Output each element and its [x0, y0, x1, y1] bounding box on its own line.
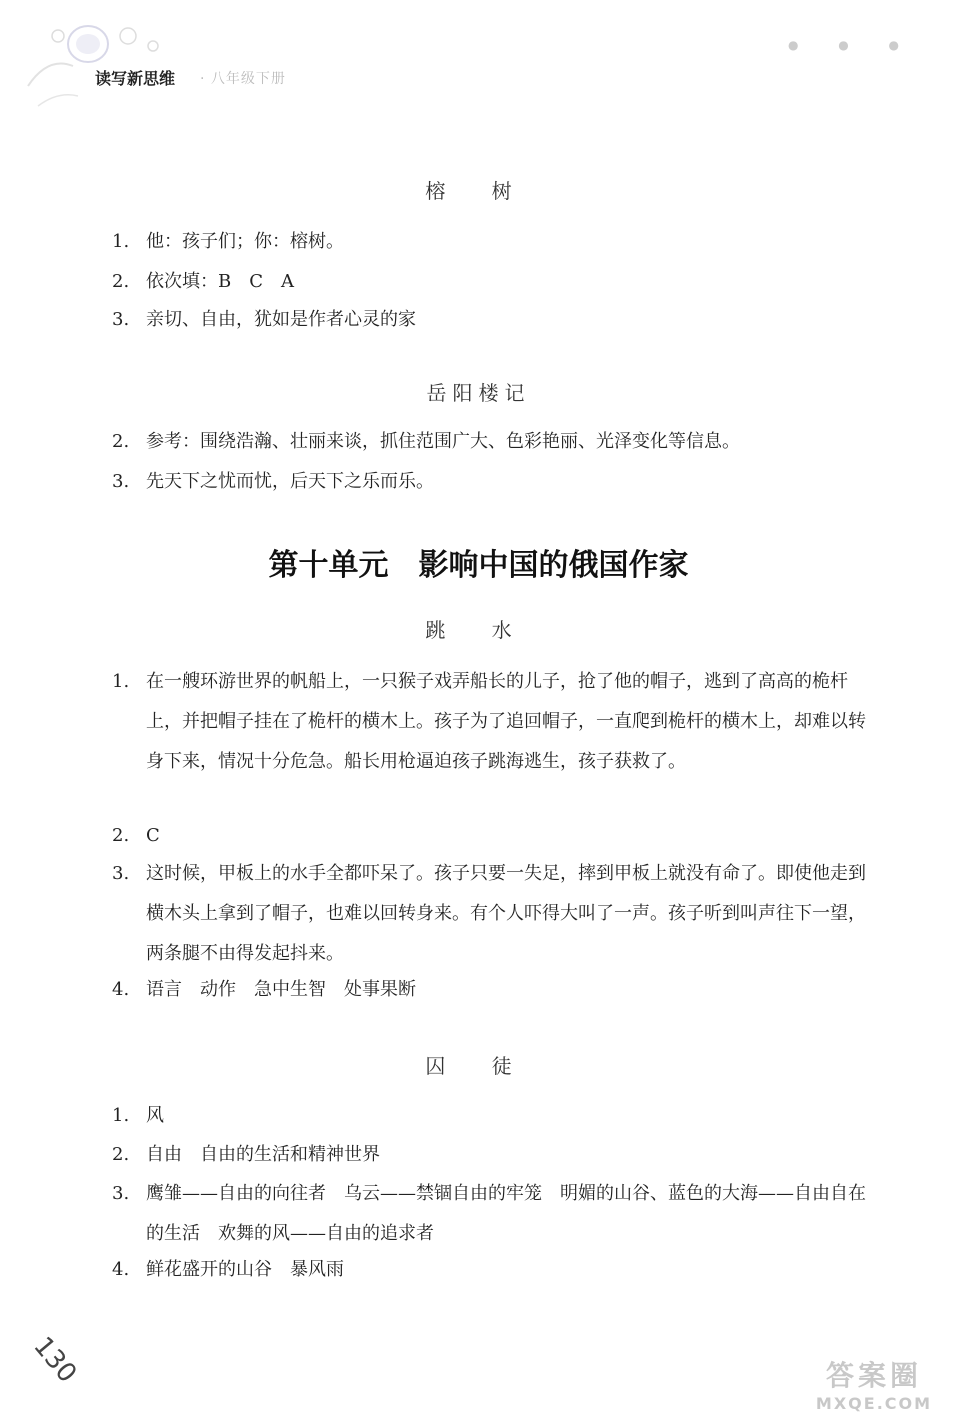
list-item — [112, 816, 872, 856]
watermark — [799, 1354, 949, 1413]
item-number: 1. — [112, 671, 130, 692]
item-number: 1. — [112, 1105, 130, 1126]
list-item — [112, 1135, 872, 1175]
section-title-tiaoshui: 跳 水 — [425, 618, 532, 642]
unit-title: 第十单元 影响中国的俄国作家 — [268, 548, 689, 583]
list-item — [112, 662, 872, 782]
item-number: 3. — [112, 1183, 130, 1204]
item-text: C — [146, 825, 160, 846]
list-item — [112, 1174, 872, 1254]
list-item — [112, 1096, 872, 1136]
item-text: 依次填：B C A — [146, 271, 294, 292]
item-text: 他：孩子们；你：榕树。 — [146, 231, 344, 252]
item-number: 2. — [112, 431, 130, 452]
list-item — [112, 222, 872, 262]
item-text: 风 — [146, 1105, 164, 1126]
item-text: 参考：围绕浩瀚、壮丽来谈，抓住范围广大、色彩艳丽、光泽变化等信息。 — [146, 431, 740, 452]
item-number: 2. — [112, 1144, 130, 1165]
item-text: 在一艘环游世界的帆船上，一只猴子戏弄船长的儿子，抢了他的帽子，逃到了高高的桅杆上，并把帽子挂在了桅杆的横木上。孩子为了追回帽子，一直爬到桅杆的横木上，却难以转身下来，情况十分危急。船长用枪逼迫孩子跳海逃生，孩子获救了。 — [146, 671, 866, 772]
item-number: 4. — [112, 979, 130, 1000]
item-text: 鹰雏——自由的向往者 乌云——禁锢自由的牢笼 明媚的山谷、蓝色的大海——自由自在的生活 欢舞的风——自由的追求者 — [146, 1183, 866, 1244]
section-title-yueyang: 岳阳楼记 — [426, 381, 531, 405]
list-item — [112, 854, 872, 974]
list-item — [112, 262, 872, 302]
item-number: 2. — [112, 825, 130, 846]
book-brand: 读写新思维 — [95, 69, 176, 88]
item-number: 3. — [112, 471, 130, 492]
item-text: 鲜花盛开的山谷 暴风雨 — [146, 1259, 344, 1280]
item-number: 4. — [112, 1259, 130, 1280]
item-number: 3. — [112, 309, 130, 330]
section-title-qiutu: 囚 徒 — [425, 1054, 532, 1078]
item-text: 这时候，甲板上的水手全都吓呆了。孩子只要一失足，摔到甲板上就没有命了。即使他走到横木头上拿到了帽子，也难以回转身来。有个人吓得大叫了一声。孩子听到叫声往下一望，两条腿不由得发起抖来。 — [146, 863, 866, 964]
book-subtitle: · 八年级下册 — [200, 71, 286, 87]
list-item — [112, 300, 872, 340]
page-number: 130 — [27, 1331, 83, 1389]
section-title-rongshu: 榕 树 — [425, 179, 532, 203]
header-dots-icon: ● ● ● — [787, 38, 917, 52]
watermark-url: MXQE.COM — [815, 1394, 933, 1413]
item-text: 先天下之忧而忧，后天下之乐而乐。 — [146, 471, 434, 492]
item-number: 2. — [112, 271, 130, 292]
item-number: 1. — [112, 231, 130, 252]
list-item — [112, 1250, 872, 1290]
list-item — [112, 422, 872, 462]
item-text: 语言 动作 急中生智 处事果断 — [146, 979, 416, 1000]
item-number: 3. — [112, 863, 130, 884]
list-item — [112, 462, 872, 502]
list-item — [112, 970, 872, 1010]
item-text: 自由 自由的生活和精神世界 — [146, 1144, 380, 1165]
item-text: 亲切、自由，犹如是作者心灵的家 — [146, 309, 416, 330]
watermark-title: 答案圈 — [825, 1359, 922, 1392]
